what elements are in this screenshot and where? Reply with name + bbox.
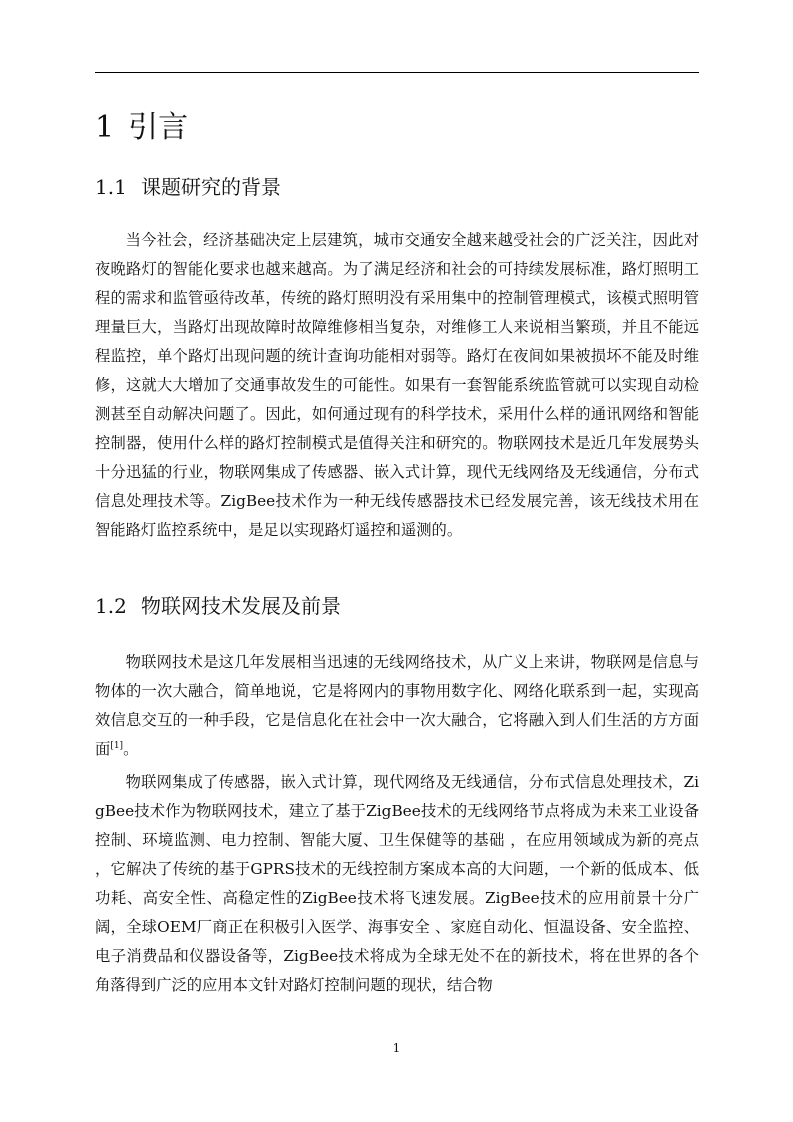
- section-heading-1-1: [95, 172, 281, 202]
- paragraph-text: 物联网技术是这几年发展相当迅速的无线网络技术，从广义上来讲，物联网是信息与物体的一次大融合，简单地说，它是将网内的事物用数字化、网络化联系到一起，实现高效信息交互的一种手段，它是信息化在社会中一次大融合，它将融入到人们生活的方方面面: [95, 653, 699, 758]
- paragraph-iot-definition: [95, 648, 699, 764]
- header-rule: [95, 72, 699, 73]
- chapter-heading: [95, 104, 188, 152]
- section-number: 1.1: [95, 175, 127, 199]
- citation-reference[interactable]: [1]: [110, 741, 124, 751]
- paragraph-end-punctuation: 。: [123, 740, 139, 758]
- section-title: 物联网技术发展及前景: [141, 594, 341, 618]
- chapter-number: 1: [95, 110, 115, 145]
- paragraph-iot-prospects: 物联网集成了传感器，嵌入式计算，现代网络及无线通信，分布式信息处理技术，ZigBee技术作为物联网技术，建立了基于ZigBee技术的无线网络节点将成为未来工业设备控制、环境监测、电力控制、智能大厦、卫生保健等的基础 ，在应用领域成为新的亮点 ，它解决了传统的基于GPRS技术的无线控制方案成本高的大问题，一个新的低成本、低功耗、高安全性、高稳定性的ZigBee技术将飞速发展。ZigBee技术的应用前景十分广阔，全球OEM厂商正在积极引入医学、海事安全 、家庭自动化、恒温设备、安全监控、电子消费品和仪器设备等，ZigBee技术将成为全球无处不在的新技术，将在世界的各个角落得到广泛的应用本文针对路灯控制问题的现状，结合物: [95, 773, 699, 994]
- chapter-title: 引言: [128, 110, 189, 145]
- paragraph-background: 当今社会，经济基础决定上层建筑，城市交通安全越来越受社会的广泛关注，因此对夜晚路灯的智能化要求也越来越高。为了满足经济和社会的可持续发展标准，路灯照明工程的需求和监管亟待改革，传统的路灯照明没有采用集中的控制管理模式，该模式照明管理量巨大，当路灯出现故障时故障维修相当复杂，对维修工人来说相当繁琐，并且不能远程监控，单个路灯出现问题的统计查询功能相对弱等。路灯在夜间如果被损坏不能及时维修，这就大大增加了交通事故发生的可能性。如果有一套智能系统监管就可以实现自动检测甚至自动解决问题了。因此，如何通过现有的科学技术，采用什么样的通讯网络和智能控制器，使用什么样的路灯控制模式是值得关注和研究的。物联网技术是近几年发展势头十分迅猛的行业，物联网集成了传感器、嵌入式计算，现代无线网络及无线通信，分布式信息处理技术等。ZigBee技术作为一种无线传感器技术已经发展完善，该无线技术用在智能路灯监控系统中，是足以实现路灯遥控和遥测的。: [95, 231, 699, 539]
- section-heading-1-2: [95, 591, 341, 621]
- section-number: 1.2: [95, 594, 127, 618]
- section-title: 课题研究的背景: [141, 175, 281, 199]
- page-number: 1: [392, 1041, 401, 1055]
